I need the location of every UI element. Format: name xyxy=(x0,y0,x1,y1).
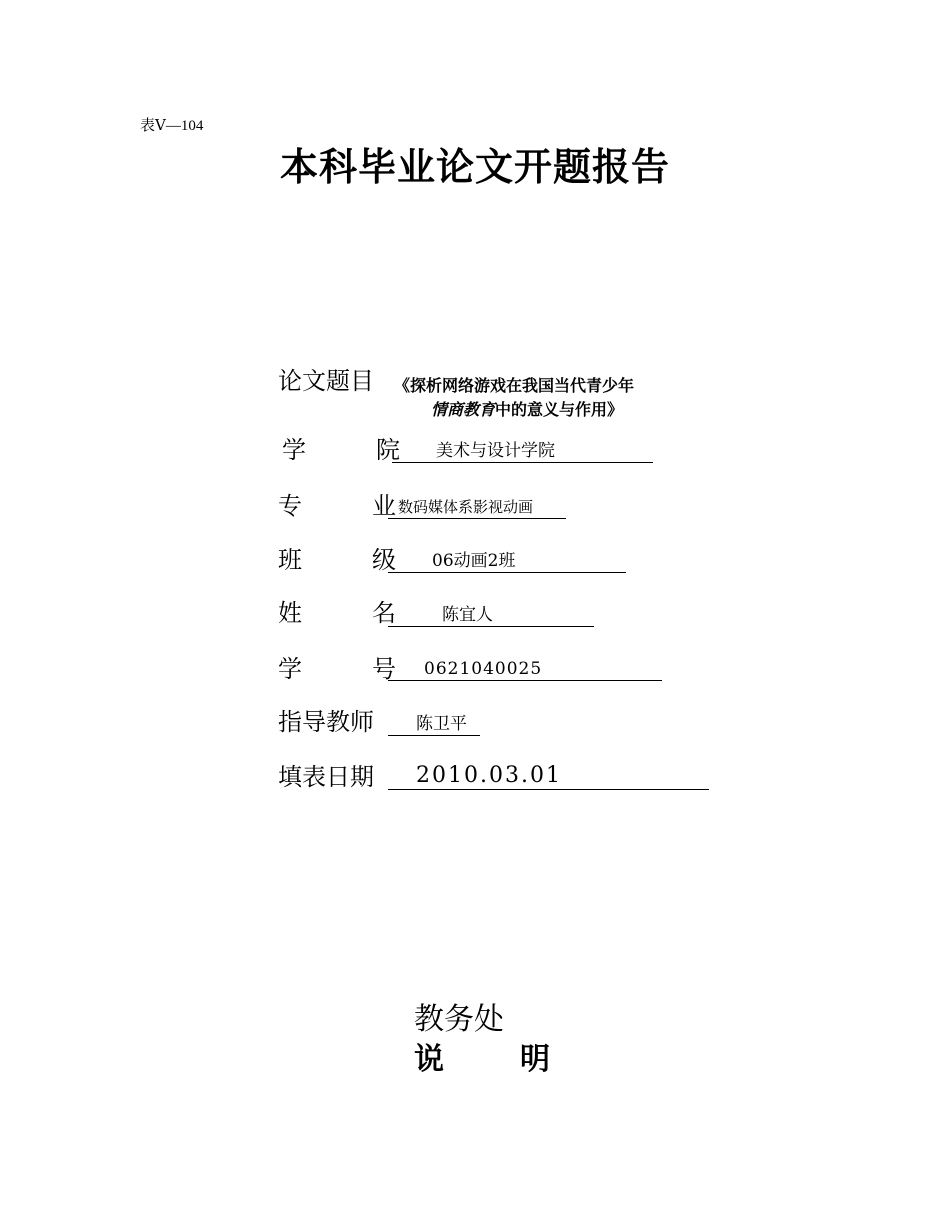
college-label-b: 院 xyxy=(376,436,400,464)
name-label xyxy=(278,598,396,628)
student-id-label xyxy=(278,654,396,684)
class-label-a: 班 xyxy=(278,546,302,574)
page-title: 本科毕业论文开题报告 xyxy=(279,144,670,189)
office-name: 教务处 xyxy=(414,1002,504,1037)
college-label xyxy=(282,435,400,465)
college-label-a: 学 xyxy=(282,436,306,464)
major-label-a: 专 xyxy=(278,492,302,520)
thesis-title-label: 论文题目 xyxy=(278,367,374,395)
class-label xyxy=(278,545,396,575)
student-id-label-a: 学 xyxy=(278,655,302,683)
fill-date-label: 填表日期 xyxy=(278,763,374,791)
explanation-heading xyxy=(414,1034,550,1078)
fill-date-field: 2010.03.01 xyxy=(388,763,709,790)
class-field: 06动画2班 xyxy=(388,550,626,573)
explanation-a: 说 xyxy=(414,1042,444,1077)
advisor-field: 陈卫平 xyxy=(388,713,480,736)
major-label xyxy=(278,491,396,521)
class-label-b: 级 xyxy=(372,546,396,574)
thesis-title-line2 xyxy=(431,397,623,420)
major-label-b: 业 xyxy=(372,492,396,520)
name-field: 陈宜人 xyxy=(388,604,594,627)
explanation-b: 明 xyxy=(520,1042,550,1077)
advisor-label: 指导教师 xyxy=(278,708,374,736)
thesis-title-line1: 《探析网络游戏在我国当代青少年 xyxy=(394,376,635,395)
college-field: 美术与设计学院 xyxy=(392,440,653,463)
name-label-b: 名 xyxy=(372,599,396,627)
student-id-field: 0621040025 xyxy=(388,658,662,681)
student-id-label-b: 号 xyxy=(372,655,396,683)
thesis-title-rest: 中的意义与作用》 xyxy=(495,400,624,419)
form-code: 表Ⅴ—104 xyxy=(140,118,204,134)
thesis-title-italic: 情商教育 xyxy=(431,400,496,419)
major-field: 数码媒体系影视动画 xyxy=(388,496,566,519)
name-label-a: 姓 xyxy=(278,599,302,627)
